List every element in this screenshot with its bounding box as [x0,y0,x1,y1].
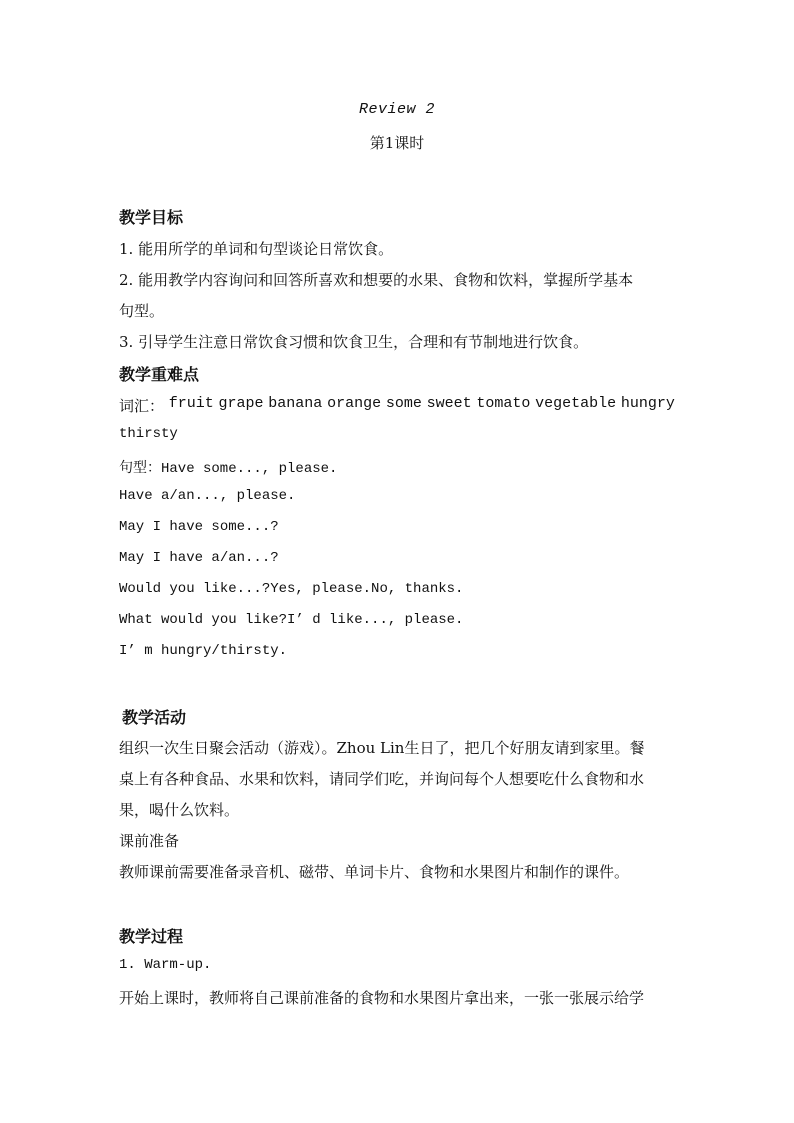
vocab-line [119,395,675,416]
vocab-word: hungry [620,395,675,412]
pattern-line: Would you like...?Yes, please.No, thanks. [119,581,464,597]
preparation-label: 课前准备 [119,832,180,850]
vocab-label: 词汇： [119,397,165,415]
activity-heading: 教学活动 [122,708,187,727]
goal-item-2-line-2: 句型。 [119,302,165,320]
vocab-word: banana [268,395,323,412]
preparation-text: 教师课前需要准备录音机、磁带、单词卡片、食物和水果图片和制作的课件。 [119,863,630,881]
activity-paragraph-line-2: 桌上有各种食品、水果和饮料，请同学们吃，并询问每个人想要吃什么食物和水 [119,770,645,788]
goals-heading: 教学目标 [119,208,184,227]
process-step-1-text: 开始上课时，教师将自己课前准备的食物和水果图片拿出来，一张一张展示给学 [119,989,645,1007]
goal-item-1: 1. 能用所学的单词和句型谈论日常饮食。 [119,240,394,258]
key-points-heading: 教学重难点 [119,365,200,384]
vocab-word: grape [218,395,264,412]
vocab-word: vegetable [535,395,617,412]
pattern-line: 句型：Have some..., please. [119,461,338,477]
pattern-line: May I have some...? [119,519,279,535]
activity-paragraph-line-1: 组织一次生日聚会活动（游戏）。Zhou Lin生日了，把几个好朋友请到家里。餐 [119,739,645,757]
pattern-line: May I have a/an...? [119,550,279,566]
goal-item-3: 3. 引导学生注意日常饮食习惯和饮食卫生，合理和有节制地进行饮食。 [119,333,589,351]
pattern-line: Have a/an..., please. [119,488,296,504]
vocab-word: sweet [426,395,472,412]
vocab-word: fruit [168,395,214,412]
process-step-1: 1. Warm-up. [119,957,212,973]
vocab-word: orange [327,395,382,412]
activity-paragraph-line-3: 果，喝什么饮料。 [119,801,240,819]
process-heading: 教学过程 [119,927,184,946]
vocab-word: some [385,395,422,412]
pattern-line: I’ m hungry/thirsty. [119,643,288,659]
pattern-line: What would you like?I’ d like..., please. [119,612,464,628]
document-subtitle: 第1课时 [369,134,425,152]
vocab-line-2: thirsty [119,426,178,442]
document-title: Review 2 [358,101,435,118]
vocab-word: tomato [476,395,531,412]
goal-item-2-line-1: 2. 能用教学内容询问和回答所喜欢和想要的水果、食物和饮料，掌握所学基本 [119,271,634,289]
